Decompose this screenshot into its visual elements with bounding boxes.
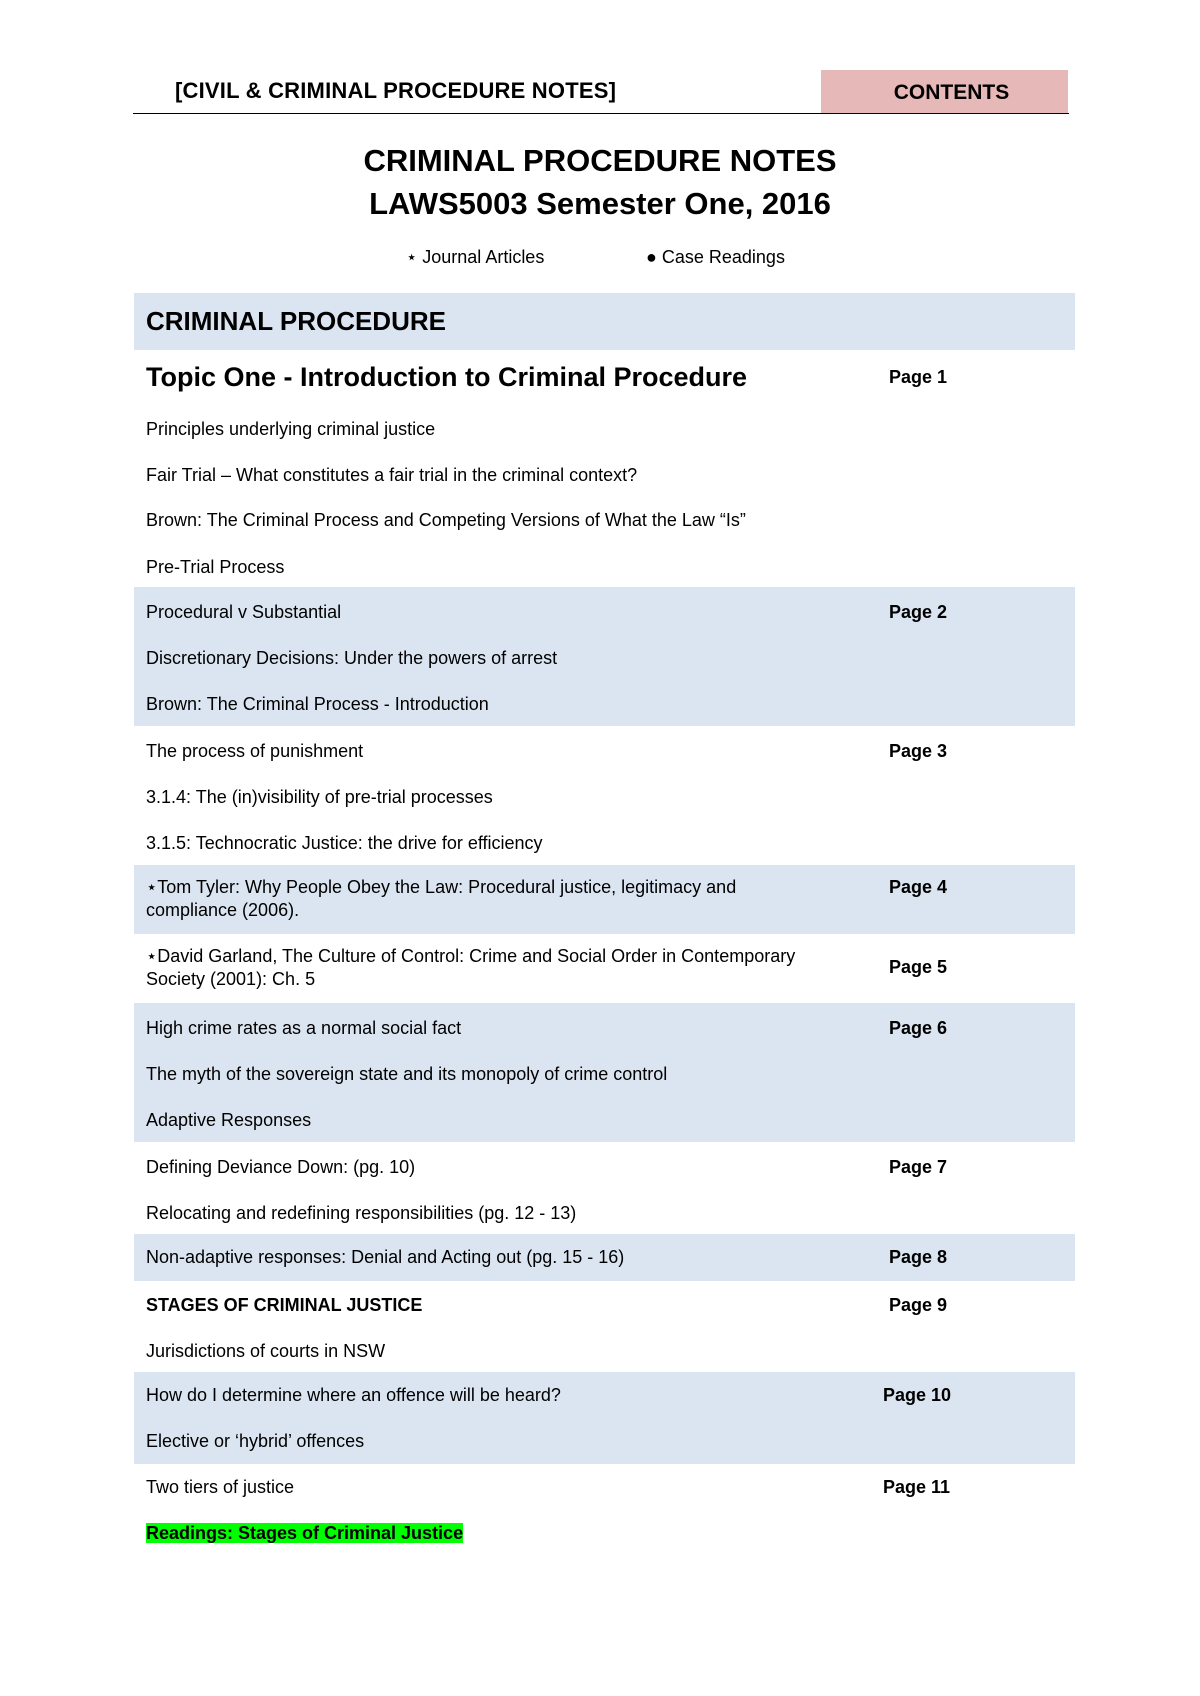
legend-journal-articles: ⋆ Journal Articles — [406, 247, 545, 267]
toc-entry[interactable] — [134, 1246, 1075, 1269]
toc-entry-text: Pre-Trial Process — [146, 557, 285, 577]
toc-entry-text: Defining Deviance Down: (pg. 10) — [146, 1157, 416, 1177]
toc-block — [134, 726, 1075, 865]
section-heading — [134, 293, 1075, 350]
toc-entry[interactable] — [134, 509, 1075, 532]
toc-block — [134, 1003, 1075, 1142]
page-ref: Page 5 — [889, 957, 948, 977]
toc-block — [134, 1234, 1075, 1281]
page-ref: Page 6 — [889, 1018, 948, 1038]
page-ref: Page 10 — [883, 1385, 952, 1405]
table-of-contents — [134, 293, 1075, 1554]
toc-entry[interactable] — [134, 740, 1075, 763]
toc-entry-text: 3.1.4: The (in)visibility of pre-trial processes — [146, 787, 493, 807]
toc-entry-text: Principles underlying criminal justice — [146, 419, 436, 439]
toc-entry[interactable] — [134, 556, 1075, 579]
topic-heading-row[interactable] — [134, 360, 1075, 394]
toc-entry-text: Procedural v Substantial — [146, 602, 342, 622]
toc-entry-text: ⋆Tom Tyler: Why People Obey the Law: Procedural justice, legitimacy and compliance (2006). — [146, 877, 737, 920]
page-ref: Page 7 — [889, 1157, 948, 1177]
topic-heading: Topic One - Introduction to Criminal Procedure — [146, 362, 748, 392]
toc-entry[interactable] — [134, 647, 1075, 670]
toc-entry[interactable] — [134, 1017, 1075, 1040]
toc-entry-text: Discretionary Decisions: Under the powers of arrest — [146, 648, 558, 668]
toc-entry[interactable] — [134, 1522, 1075, 1545]
toc-entry[interactable] — [134, 832, 1075, 855]
page-ref: Page 1 — [889, 367, 948, 387]
page-ref: Page 9 — [889, 1295, 948, 1315]
page-ref: Page 3 — [889, 741, 948, 761]
toc-entry[interactable] — [134, 1063, 1075, 1086]
document-title: CRIMINAL PROCEDURE NOTES — [363, 143, 837, 178]
toc-block — [134, 587, 1075, 726]
document-subtitle: LAWS5003 Semester One, 2016 — [369, 186, 831, 221]
toc-entry[interactable] — [134, 1156, 1075, 1179]
page-ref: Page 11 — [883, 1477, 951, 1497]
legend-case-readings: ● Case Readings — [646, 247, 785, 267]
toc-entry[interactable] — [134, 786, 1075, 809]
toc-block — [134, 865, 1075, 934]
toc-entry-text: Jurisdictions of courts in NSW — [146, 1341, 386, 1361]
toc-block — [134, 934, 1075, 1003]
toc-entry-text: How do I determine where an offence will be heard? — [146, 1385, 561, 1405]
header-divider — [133, 113, 1069, 114]
toc-entry-text: Brown: The Criminal Process and Competing Versions of What the Law “Is” — [146, 510, 746, 530]
toc-entry-text: Two tiers of justice — [146, 1477, 295, 1497]
contents-tab-label: CONTENTS — [893, 81, 1010, 104]
toc-entry-text: Brown: The Criminal Process - Introduction — [146, 694, 489, 714]
highlighted-readings-entry: Readings: Stages of Criminal Justice — [146, 1523, 464, 1543]
toc-entry-text: High crime rates as a normal social fact — [146, 1018, 462, 1038]
toc-entry-text: The process of punishment — [146, 741, 364, 761]
toc-entry[interactable] — [134, 945, 1075, 991]
toc-entry[interactable] — [134, 1109, 1075, 1132]
toc-block — [134, 1464, 1075, 1554]
toc-entry-text: Non-adaptive responses: Denial and Acting out (pg. 15 - 16) — [146, 1247, 625, 1267]
toc-entry[interactable] — [134, 876, 1075, 922]
toc-entry-text: Adaptive Responses — [146, 1110, 312, 1130]
page-ref: Page 4 — [889, 877, 948, 897]
toc-entry[interactable] — [134, 1430, 1075, 1453]
toc-entry-text: STAGES OF CRIMINAL JUSTICE — [146, 1295, 423, 1315]
toc-entry-text: Elective or ‘hybrid’ offences — [146, 1431, 365, 1451]
toc-entry-text: Fair Trial – What constitutes a fair trial in the criminal context? — [146, 465, 638, 485]
page-ref: Page 2 — [889, 602, 948, 622]
toc-entry[interactable] — [134, 693, 1075, 716]
toc-block — [134, 1372, 1075, 1464]
toc-entry[interactable] — [134, 601, 1075, 624]
toc-entry[interactable] — [134, 1202, 1075, 1225]
toc-entry[interactable] — [134, 1340, 1075, 1363]
section-heading-label: CRIMINAL PROCEDURE — [146, 306, 446, 336]
toc-entry[interactable] — [134, 1476, 1075, 1499]
toc-entry[interactable] — [134, 464, 1075, 487]
page-ref: Page 8 — [889, 1247, 948, 1267]
toc-entry-text: Relocating and redefining responsibilities (pg. 12 - 13) — [146, 1203, 577, 1223]
toc-block — [134, 350, 1075, 587]
toc-entry-text: 3.1.5: Technocratic Justice: the drive for efficiency — [146, 833, 543, 853]
toc-entry[interactable] — [134, 418, 1075, 441]
running-header-title: [CIVIL & CRIMINAL PROCEDURE NOTES] — [175, 78, 617, 103]
contents-tab[interactable] — [821, 70, 1068, 113]
toc-block — [134, 1142, 1075, 1234]
toc-block — [134, 1281, 1075, 1372]
toc-entry[interactable] — [134, 1294, 1075, 1317]
toc-entry-text: The myth of the sovereign state and its monopoly of crime control — [146, 1064, 668, 1084]
toc-entry[interactable] — [134, 1384, 1075, 1407]
toc-entry-text: ⋆David Garland, The Culture of Control: Crime and Social Order in Contemporary Society (2001): Ch. 5 — [146, 946, 796, 989]
